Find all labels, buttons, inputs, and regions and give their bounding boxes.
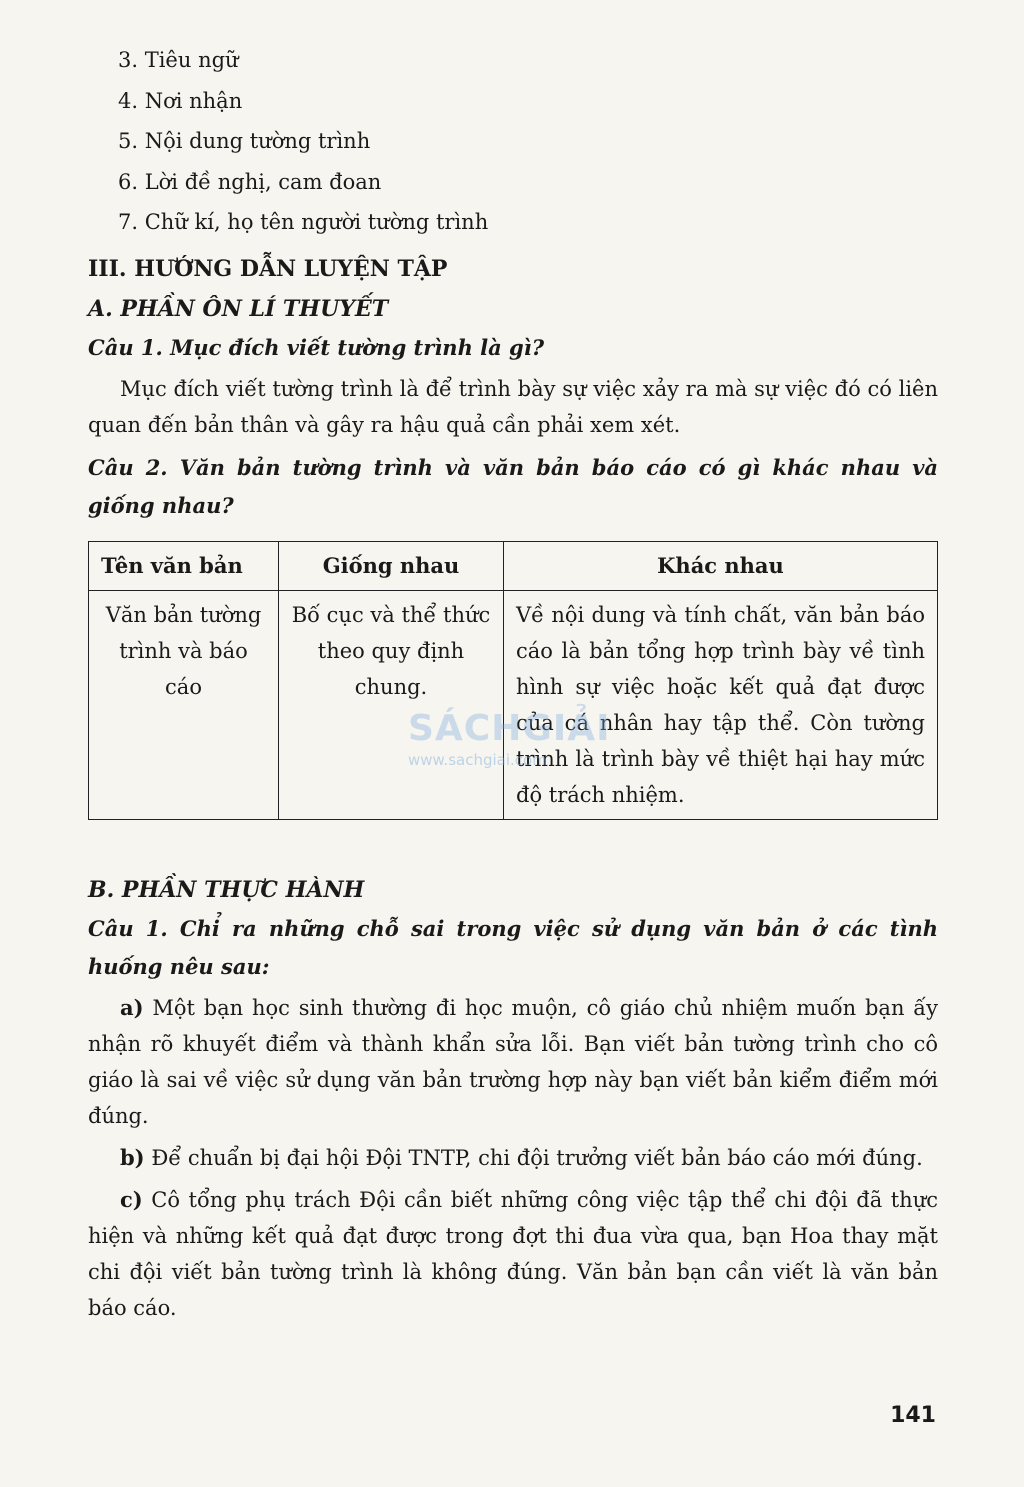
- table-cell: Bố cục và thể thức theo quy định chung.: [279, 590, 504, 819]
- page-number: 141: [890, 1403, 936, 1428]
- section-heading: III. HƯỚNG DẪN LUYỆN TẬP: [88, 255, 448, 282]
- answer-1-text: Mục đích viết tường trình là để trình bày sự việc xảy ra mà sự việc đó có liên quan đến bản thân và gây ra hậu quả cần phải xem xét.: [88, 376, 938, 437]
- item-text: Để chuẩn bị đại hội Đội TNTP, chi đội trưởng viết bản báo cáo mới đúng.: [151, 1145, 923, 1170]
- table-cell: Văn bản tường trình và báo cáo: [89, 590, 279, 819]
- list-item: 6. Lời đề nghị, cam đoan: [118, 169, 382, 194]
- list-item: 5. Nội dung tường trình: [118, 129, 371, 153]
- table-header-row: [89, 541, 938, 590]
- table-header-cell: Khác nhau: [504, 541, 938, 590]
- item-label: c): [120, 1186, 143, 1212]
- table-row: [89, 590, 938, 819]
- item-text: Một bạn học sinh thường đi học muộn, cô giáo chủ nhiệm muốn bạn ấy nhận rõ khuyết điểm và thành khẩn sửa lỗi. Bạn viết bản tường trình cho cô giáo là sai về việc sử dụng văn bản trường hợp này bạn viết bản kiểm điểm mới đúng.: [88, 995, 938, 1128]
- table-header-cell: Tên văn bản: [89, 541, 279, 590]
- table-cell: Về nội dung và tính chất, văn bản báo cáo là bản tổng hợp trình bày về tình hình sự việc hoặc kết quả đạt được của cá nhân hay tập thể. Còn tường trình là trình bày về thiệt hại hay mức độ trách nhiệm.: [504, 590, 938, 819]
- form-parts-list: [118, 40, 938, 243]
- item-label: a): [120, 994, 144, 1020]
- situation-c: [88, 1182, 938, 1326]
- page-content: [88, 40, 938, 1332]
- item-label: b): [120, 1144, 145, 1170]
- situation-b: [88, 1140, 938, 1176]
- question-1-title: Câu 1. Mục đích viết tường trình là gì?: [88, 334, 545, 360]
- question-2-title: Câu 2. Văn bản tường trình và văn bản báo cáo có gì khác nhau và giống nhau?: [88, 454, 938, 518]
- list-item: 3. Tiêu ngữ: [118, 48, 239, 72]
- watermark-url: www.sachgiai.com: [408, 751, 547, 769]
- watermark-logo: SÁCHGIẢI: [408, 708, 611, 749]
- situation-a: [88, 990, 938, 1134]
- list-item: 4. Nơi nhận: [118, 88, 243, 113]
- item-text: Cô tổng phụ trách Đội cần biết những công việc tập thể chi đội đã thực hiện và những kết quả đạt được trong đợt thi đua vừa qua, bạn Hoa thay mặt chi đội viết bản tường trình là không đúng. Văn bản bạn cần viết là văn bản báo cáo.: [88, 1187, 938, 1320]
- practice-question-1-title: Câu 1. Chỉ ra những chỗ sai trong việc sử dụng văn bản ở các tình huống nêu sau:: [88, 915, 938, 979]
- list-item: 7. Chữ kí, họ tên người tường trình: [118, 210, 489, 234]
- table-header-cell: Giống nhau: [279, 541, 504, 590]
- part-a-heading: A. PHẦN ÔN LÍ THUYẾT: [88, 295, 389, 322]
- part-b-heading: B. PHẦN THỰC HÀNH: [88, 876, 365, 903]
- comparison-table: [88, 541, 938, 820]
